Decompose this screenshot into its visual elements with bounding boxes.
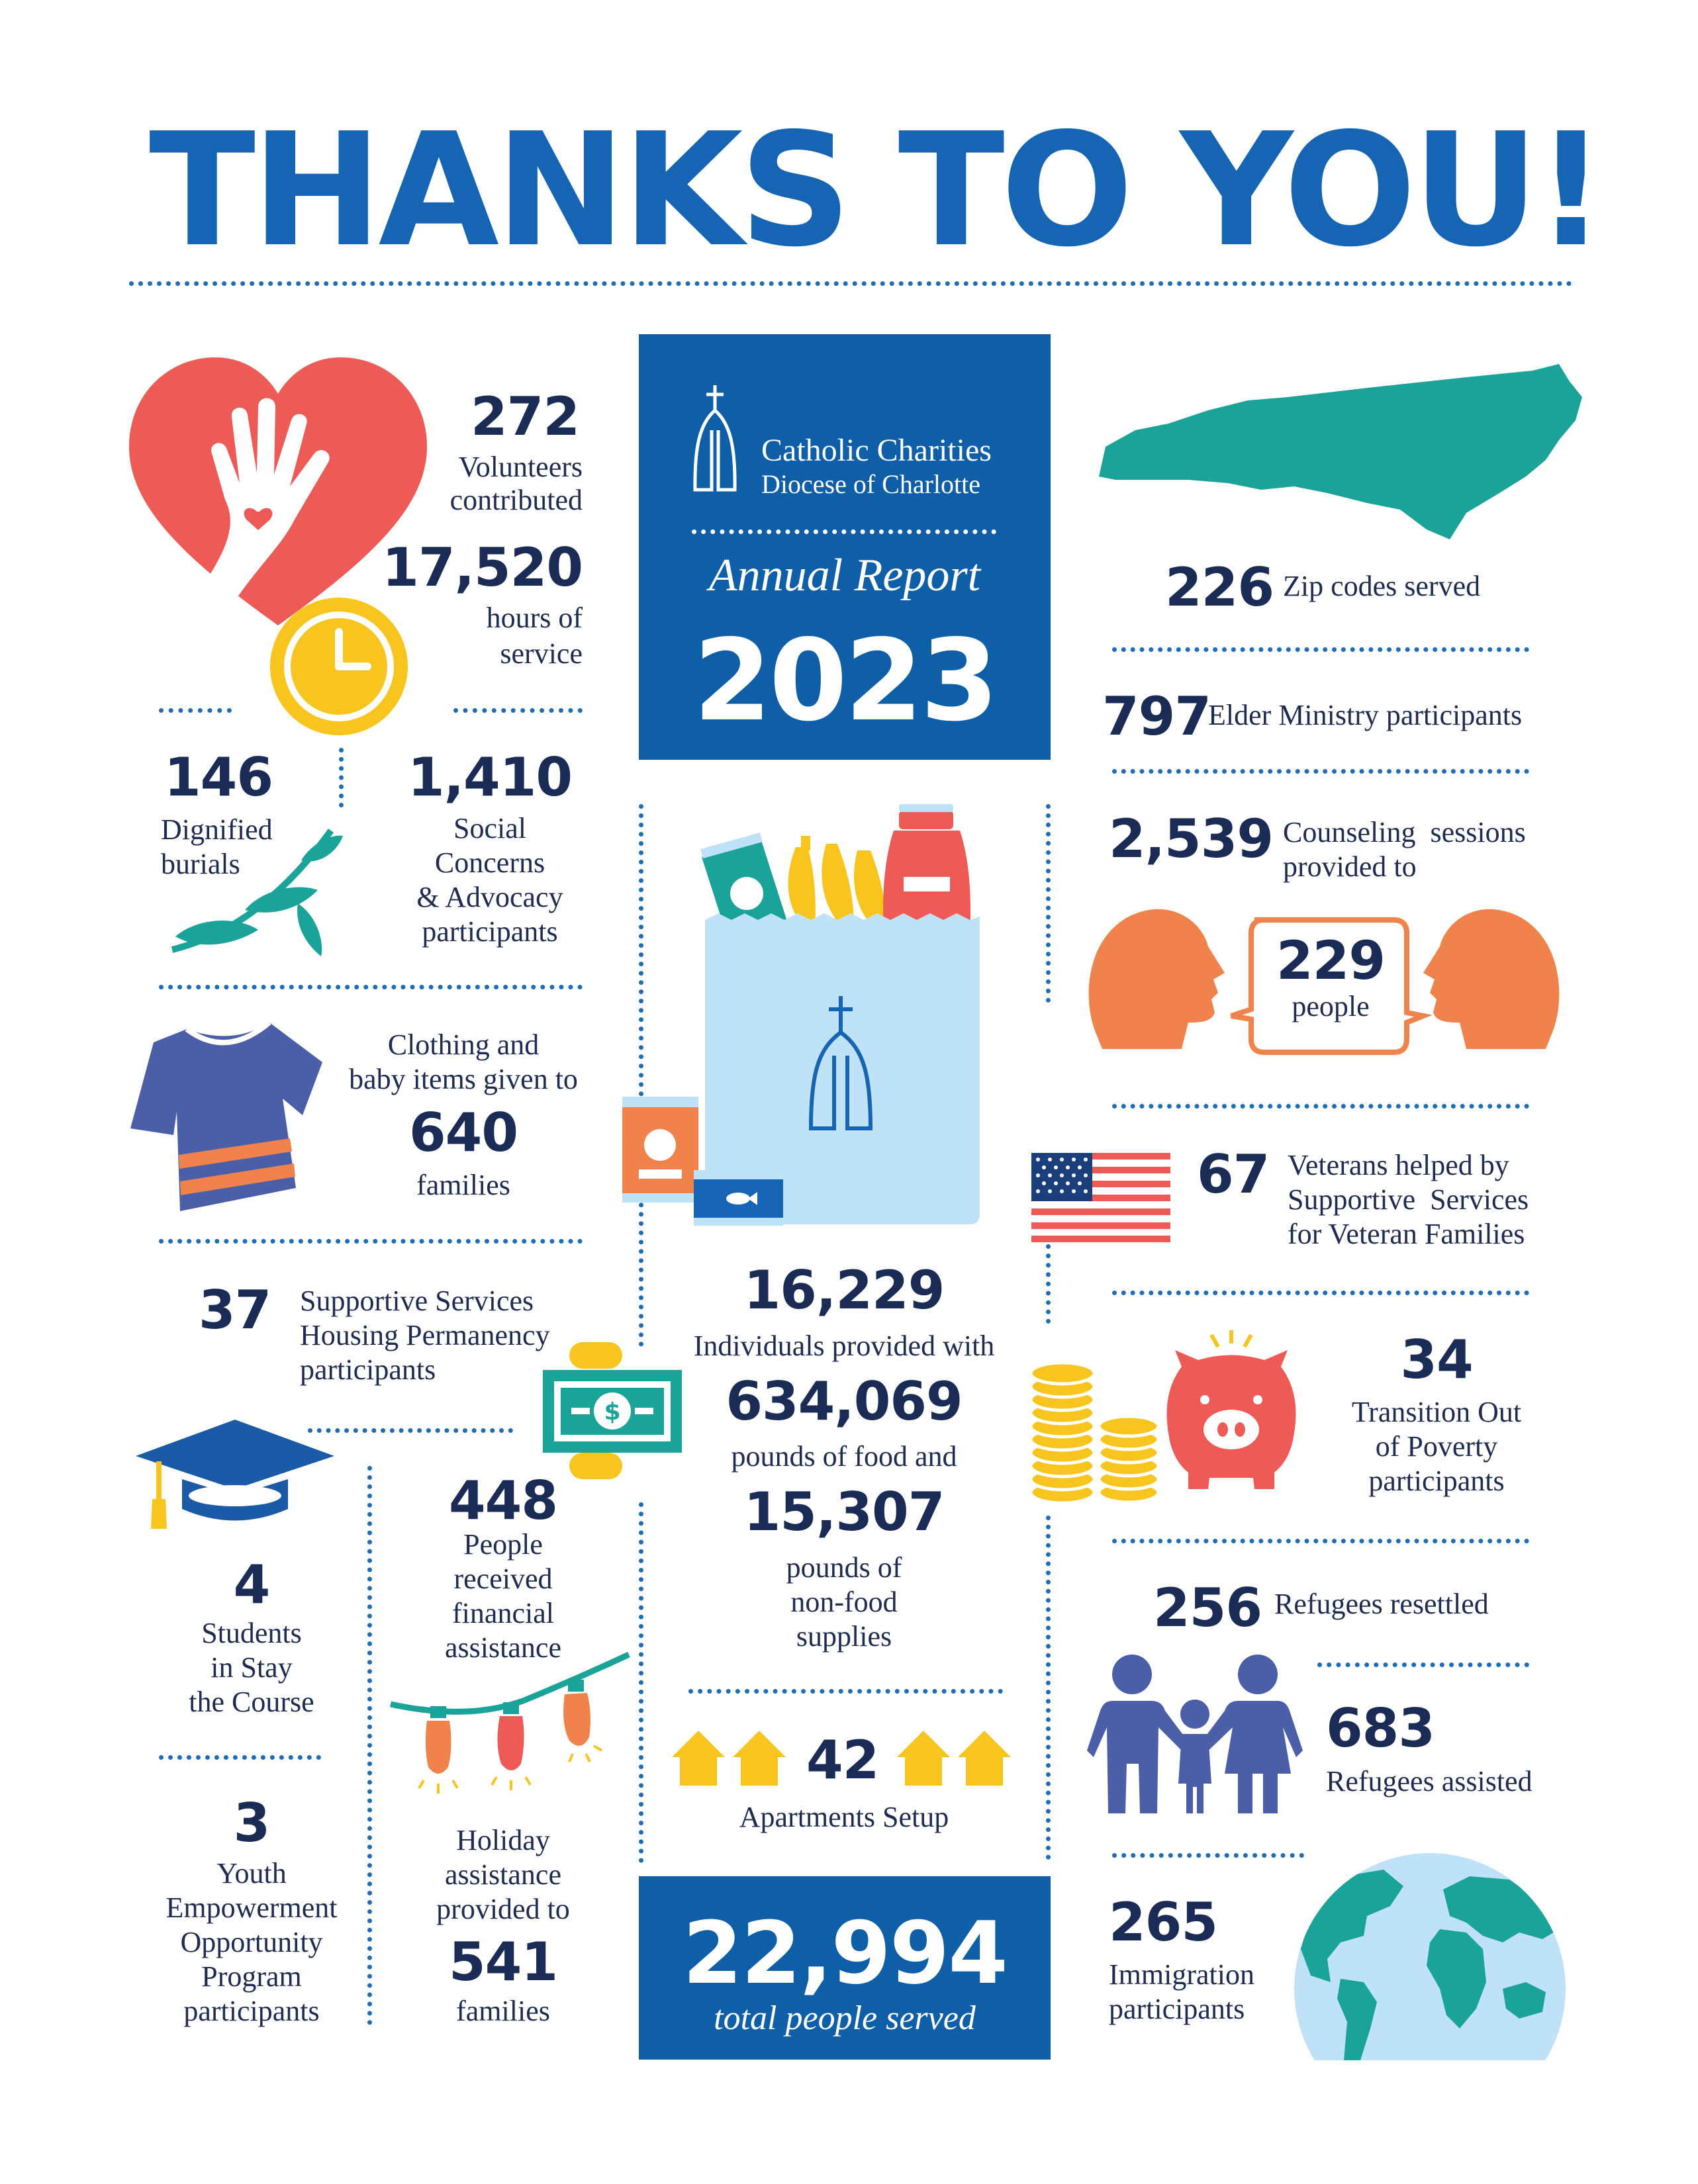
counseling-people-value: 229	[1276, 930, 1385, 991]
zip-label: Zip codes served	[1283, 570, 1481, 602]
divider	[1112, 1853, 1304, 1858]
financial-label-4: assistance	[445, 1631, 561, 1664]
nonfood-label-2: non-food	[790, 1586, 898, 1618]
us-flag-icon	[1031, 1153, 1170, 1242]
counseling-value: 2,539	[1109, 808, 1274, 870]
social-concerns-value: 1,410	[407, 747, 573, 808]
total-label: total people served	[714, 1999, 976, 2037]
divider	[1046, 1516, 1051, 1860]
divider	[1046, 804, 1051, 1003]
divider	[1046, 1244, 1051, 1324]
hours-value: 17,520	[382, 537, 583, 598]
divider	[688, 1689, 1003, 1694]
grocery-bag-icon	[616, 804, 993, 1228]
financial-label-1: People	[463, 1528, 543, 1561]
svg-text:$: $	[604, 1398, 621, 1426]
refugees-resettled-label: Refugees resettled	[1274, 1588, 1489, 1620]
globe-icon	[1291, 1850, 1569, 2060]
family-icon	[1086, 1651, 1304, 1817]
holiday-lights-icon	[387, 1648, 632, 1800]
divider	[159, 1239, 583, 1244]
divider	[339, 748, 344, 807]
youth-value: 3	[233, 1792, 270, 1854]
divider	[308, 1428, 513, 1433]
clothing-value: 640	[409, 1102, 518, 1163]
burials-label-1: Dignified	[161, 813, 273, 846]
veterans-value: 67	[1197, 1144, 1270, 1205]
holiday-label-1: Holiday	[456, 1824, 550, 1856]
apartments-label: Apartments Setup	[739, 1801, 949, 1833]
immigration-label-1: Immigration	[1109, 1958, 1254, 1991]
olive-branch-icon	[165, 824, 348, 960]
holiday-value: 541	[449, 1931, 557, 1993]
financial-value: 448	[449, 1470, 557, 1531]
report-label: Annual Report	[708, 550, 981, 601]
veterans-label-2: Supportive Services	[1288, 1183, 1529, 1216]
hours-label-2: service	[500, 637, 583, 670]
counseling-label-2: provided to	[1283, 850, 1417, 883]
clothing-label-1: Clothing and	[387, 1028, 540, 1061]
volunteers-label-1: Volunteers	[458, 451, 583, 483]
annual-report-box	[639, 334, 1051, 760]
divider	[1112, 769, 1529, 774]
social-concerns-label-3: & Advocacy	[416, 881, 563, 913]
youth-label-5: participants	[183, 1995, 320, 2027]
housing-value: 37	[199, 1279, 271, 1341]
report-year: 2023	[693, 615, 996, 747]
youth-label-1: Youth	[216, 1857, 287, 1889]
divider	[159, 1755, 321, 1760]
food-value: 634,069	[726, 1371, 963, 1432]
youth-label-3: Opportunity	[180, 1926, 323, 1958]
burials-value: 146	[164, 747, 273, 808]
piggy-bank-icon	[1162, 1327, 1301, 1492]
social-concerns-label-4: participants	[422, 915, 558, 948]
financial-label-2: received	[453, 1563, 553, 1595]
org-name: Catholic Charities	[761, 433, 992, 468]
nonfood-label-3: supplies	[796, 1620, 892, 1653]
divider	[1112, 1539, 1529, 1543]
poverty-value: 34	[1400, 1329, 1473, 1390]
divider	[1112, 1291, 1529, 1295]
food-label: pounds of food and	[731, 1440, 957, 1473]
stay-course-label-3: the Course	[189, 1686, 314, 1718]
clothing-label-2: baby items given to	[349, 1063, 578, 1095]
financial-label-3: financial	[452, 1597, 554, 1629]
divider	[1112, 647, 1529, 652]
holiday-label-2: assistance	[445, 1858, 561, 1891]
north-carolina-map-icon	[1096, 361, 1585, 543]
zip-value: 226	[1165, 557, 1274, 618]
refugees-assisted-value: 683	[1326, 1698, 1435, 1759]
volunteers-label-2: contributed	[449, 484, 583, 516]
poverty-label-2: of Poverty	[1375, 1430, 1498, 1463]
header-box-divider	[692, 529, 996, 534]
holiday-label-3: provided to	[436, 1893, 570, 1925]
housing-label-2: Housing Permanency	[300, 1319, 550, 1351]
veterans-label-1: Veterans helped by	[1288, 1149, 1509, 1181]
immigration-label-2: participants	[1109, 1993, 1245, 2025]
house-icon	[672, 1727, 788, 1787]
individuals-value: 16,229	[743, 1259, 945, 1321]
total-served-box	[639, 1876, 1051, 2060]
title-divider	[129, 281, 1572, 286]
house-icon	[897, 1727, 1013, 1787]
stay-course-label-2: in Stay	[211, 1651, 293, 1684]
stay-course-value: 4	[233, 1554, 270, 1615]
poverty-label-1: Transition Out	[1351, 1396, 1522, 1428]
divider	[1112, 1104, 1529, 1109]
divider	[639, 1502, 643, 1863]
divider	[453, 708, 583, 713]
volunteers-value: 272	[471, 386, 579, 447]
divider	[159, 708, 232, 713]
elder-label: Elder Ministry participants	[1208, 699, 1523, 731]
housing-label-1: Supportive Services	[300, 1285, 534, 1317]
holiday-label-4: families	[456, 1995, 550, 2027]
nonfood-label-1: pounds of	[786, 1551, 902, 1584]
org-diocese: Diocese of Charlotte	[761, 469, 980, 499]
total-value: 22,994	[683, 1903, 1007, 2003]
refugees-resettled-value: 256	[1153, 1577, 1262, 1639]
burials-label-2: burials	[161, 848, 240, 880]
youth-label-4: Program	[201, 1960, 302, 1993]
poverty-label-3: participants	[1368, 1465, 1505, 1497]
clock-icon	[268, 596, 410, 738]
graduation-cap-icon	[132, 1416, 338, 1532]
counseling-label-1: Counseling sessions	[1283, 816, 1526, 848]
individuals-label: Individuals provided with	[693, 1330, 995, 1362]
social-concerns-label-1: Social	[453, 812, 526, 844]
nonfood-value: 15,307	[743, 1481, 945, 1543]
refugees-assisted-label: Refugees assisted	[1326, 1765, 1533, 1797]
stay-course-label-1: Students	[201, 1617, 302, 1649]
elder-value: 797	[1102, 686, 1211, 747]
page-title: THANKS TO YOU!	[149, 99, 1603, 281]
divider	[1317, 1662, 1529, 1667]
youth-label-2: Empowerment	[165, 1891, 338, 1924]
cross-logo-icon	[692, 384, 738, 496]
immigration-value: 265	[1109, 1891, 1217, 1953]
clothing-label-3: families	[416, 1169, 510, 1201]
coins-icon	[1029, 1357, 1162, 1509]
social-concerns-label-2: Concerns	[434, 846, 545, 879]
veterans-label-3: for Veteran Families	[1288, 1218, 1525, 1250]
housing-label-3: participants	[300, 1353, 436, 1386]
divider	[159, 985, 583, 989]
counseling-people-label: people	[1292, 990, 1370, 1023]
hours-label-1: hours of	[486, 602, 583, 634]
apartments-value: 42	[806, 1729, 879, 1791]
tshirt-icon	[127, 1019, 326, 1218]
